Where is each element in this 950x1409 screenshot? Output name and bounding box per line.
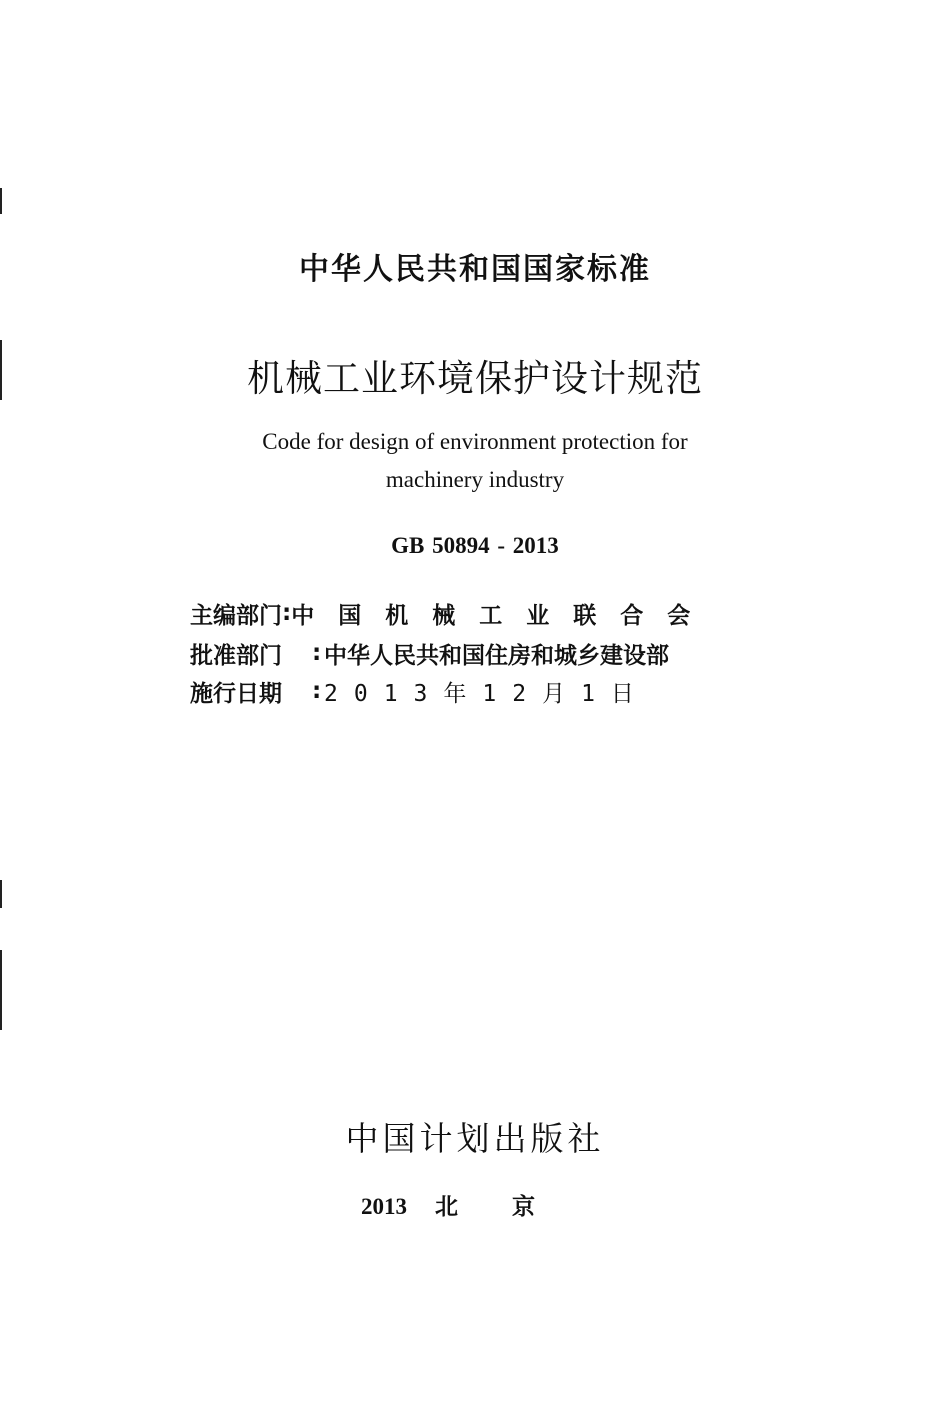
separator: : <box>282 600 292 626</box>
imprint-city: 北京 <box>435 1194 589 1219</box>
imprint-year: 2013 <box>361 1194 407 1219</box>
approver-label: 批准部门 <box>190 642 282 669</box>
editor-value: 中国机械工业联合会 <box>291 602 715 629</box>
effective-date-value: 2013年12月1日 <box>324 680 650 707</box>
approver-value: 中华人民共和国住房和城乡建设部 <box>324 642 669 669</box>
effective-date-row <box>190 673 710 709</box>
separator: : <box>312 640 322 666</box>
scan-edge-mark <box>0 188 2 214</box>
document-title-chinese: 机械工业环境保护设计规范 <box>247 357 703 400</box>
document-title-english-line1: Code for design of environment protection for <box>262 429 688 454</box>
document-title-english-line2: machinery industry <box>385 467 565 492</box>
standard-number: GB 50894 - 2013 <box>391 533 559 558</box>
imprint <box>0 1188 950 1221</box>
editor-row <box>190 595 715 631</box>
national-standard-heading: 中华人民共和国国家标准 <box>299 252 651 287</box>
scan-edge-mark <box>0 880 2 908</box>
approver-row <box>190 635 710 671</box>
effective-date-label: 施行日期 <box>190 680 282 707</box>
separator: : <box>312 678 322 704</box>
scan-edge-mark <box>0 950 2 1030</box>
publisher-name: 中国计划出版社 <box>345 1119 605 1158</box>
editor-label: 主编部门 <box>190 602 282 629</box>
